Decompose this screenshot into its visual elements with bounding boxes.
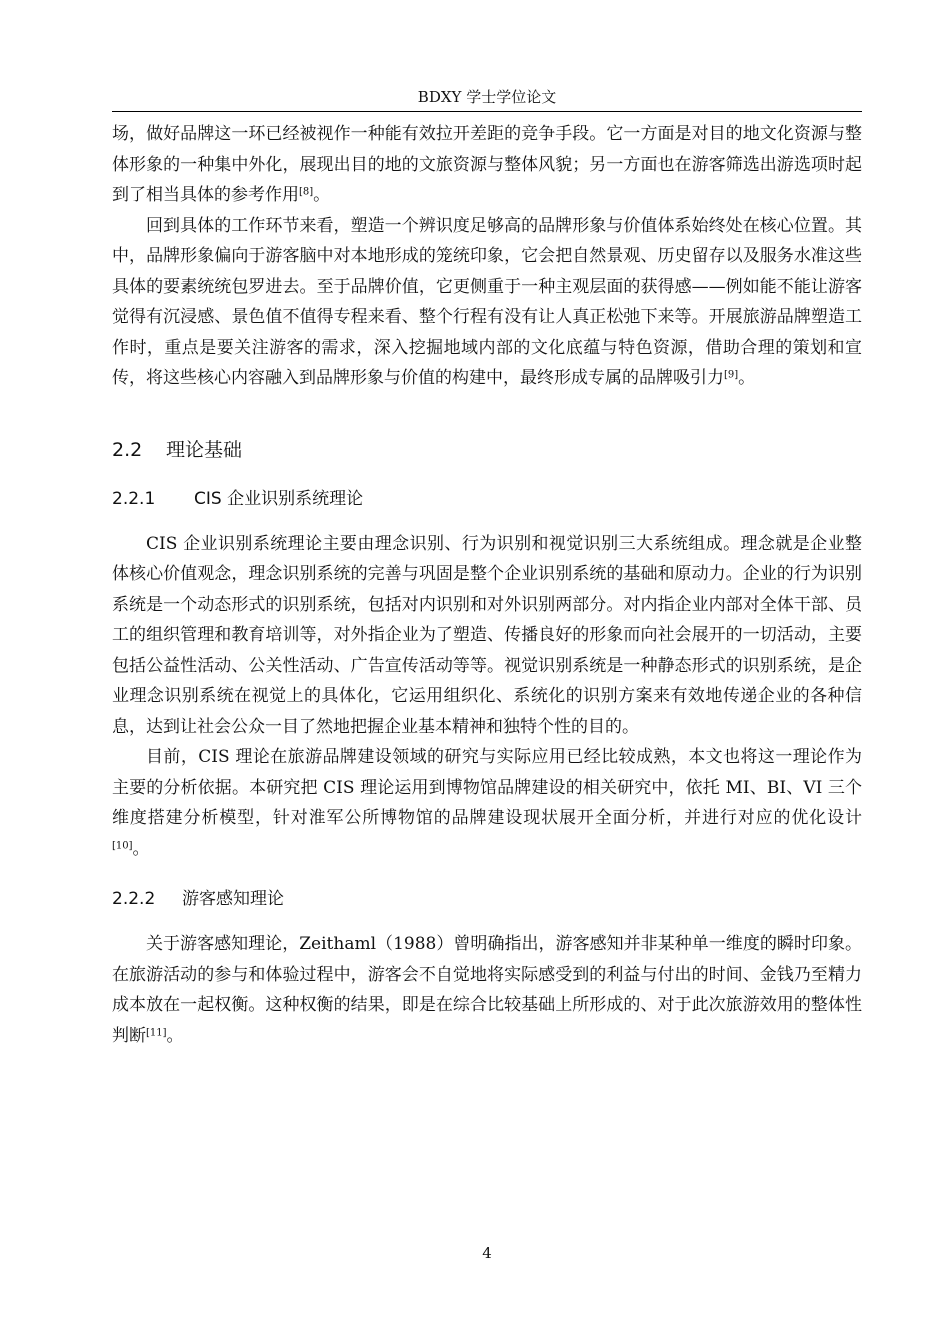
section-number: 2.2 <box>112 438 143 461</box>
paragraph <box>112 742 862 864</box>
paragraph <box>112 211 862 394</box>
running-header: BDXY 学士学位论文 <box>417 88 557 106</box>
paragraph <box>112 529 862 743</box>
paragraph-end: 。 <box>313 185 331 205</box>
subsection-heading <box>112 886 862 912</box>
paragraph-end: 。 <box>738 368 756 388</box>
page-body <box>112 119 862 1051</box>
citation: [8] <box>299 186 314 198</box>
page-number: 4 <box>482 1244 492 1262</box>
paragraph-text: 场，做好品牌这一环已经被视作一种能有效拉开差距的竞争手段。它一方面是对目的地文化资源与整体形象的一种集中外化，展现出目的地的文旅资源与整体风貌；另一方面也在游客筛选出游选项时起到了相当具体的参考作用 <box>112 124 862 205</box>
section-heading <box>112 436 862 464</box>
paragraph-text: 关于游客感知理论，Zeithaml（1988）曾明确指出，游客感知并非某种单一维度的瞬时印象。在旅游活动的参与和体验过程中，游客会不自觉地将实际感受到的利益与付出的时间、金钱乃至精力成本放在一起权衡。这种权衡的结果，即是在综合比较基础上所形成的、对于此次旅游效用的整体性判断 <box>112 934 862 1046</box>
paragraph-text: 目前，CIS 理论在旅游品牌建设领域的研究与实际应用已经比较成熟，本文也将这一理论作为主要的分析依据。本研究把 CIS 理论运用到博物馆品牌建设的相关研究中，依托 MI、BI、VI 三个维度搭建分析模型，针对淮军公所博物馆的品牌建设现状展开全面分析，并进行对应的优化设计 <box>112 747 862 828</box>
section-title: 理论基础 <box>166 438 243 461</box>
citation: [10] <box>112 840 133 851</box>
citation: [11] <box>146 1027 167 1038</box>
paragraph-end: 。 <box>132 838 150 859</box>
subsection-heading <box>112 486 862 512</box>
subsection-title: CIS 企业识别系统理论 <box>194 488 364 509</box>
paragraph <box>112 929 862 1051</box>
citation: [9] <box>724 369 739 381</box>
paragraph-end: 。 <box>166 1025 184 1046</box>
subsection-title: 游客感知理论 <box>182 889 284 909</box>
paragraph-text: 回到具体的工作环节来看，塑造一个辨识度足够高的品牌形象与价值体系始终处在核心位置。其中，品牌形象偏向于游客脑中对本地形成的笼统印象，它会把自然景观、历史留存以及服务水准这些具体的要素统统包罗进去。至于品牌价值，它更侧重于一种主观层面的获得感——例如能不能让游客觉得有沉浸感、景色值不值得专程来看、整个行程有没有让人真正松弛下来等。开展旅游品牌塑造工作时，重点是要关注游客的需求，深入挖掘地域内部的文化底蕴与特色资源，借助合理的策划和宣传，将这些核心内容融入到品牌形象与价值的构建中，最终形成专属的品牌吸引力 <box>112 215 862 388</box>
header-rule <box>112 111 862 112</box>
paragraph-text: CIS 企业识别系统理论主要由理念识别、行为识别和视觉识别三大系统组成。理念就是企业整体核心价值观念，理念识别系统的完善与巩固是整个企业识别系统的基础和原动力。企业的行为识别系统是一个动态形式的识别系统，包括对内识别和对外识别两部分。对内指企业内部对全体干部、员工的组织管理和教育培训等，对外指企业为了塑造、传播良好的形象而向社会展开的一切活动，主要包括公益性活动、公关性活动、广告宣传活动等等。视觉识别系统是一种静态形式的识别系统，是企业理念识别系统在视觉上的具体化，它运用组织化、系统化的识别方案来有效地传递企业的各种信息，达到让社会公众一目了然地把握企业基本精神和独特个性的目的。 <box>112 533 862 737</box>
subsection-number: 2.2.1 <box>112 488 156 509</box>
subsection-number: 2.2.2 <box>112 889 156 909</box>
paragraph <box>112 119 862 211</box>
